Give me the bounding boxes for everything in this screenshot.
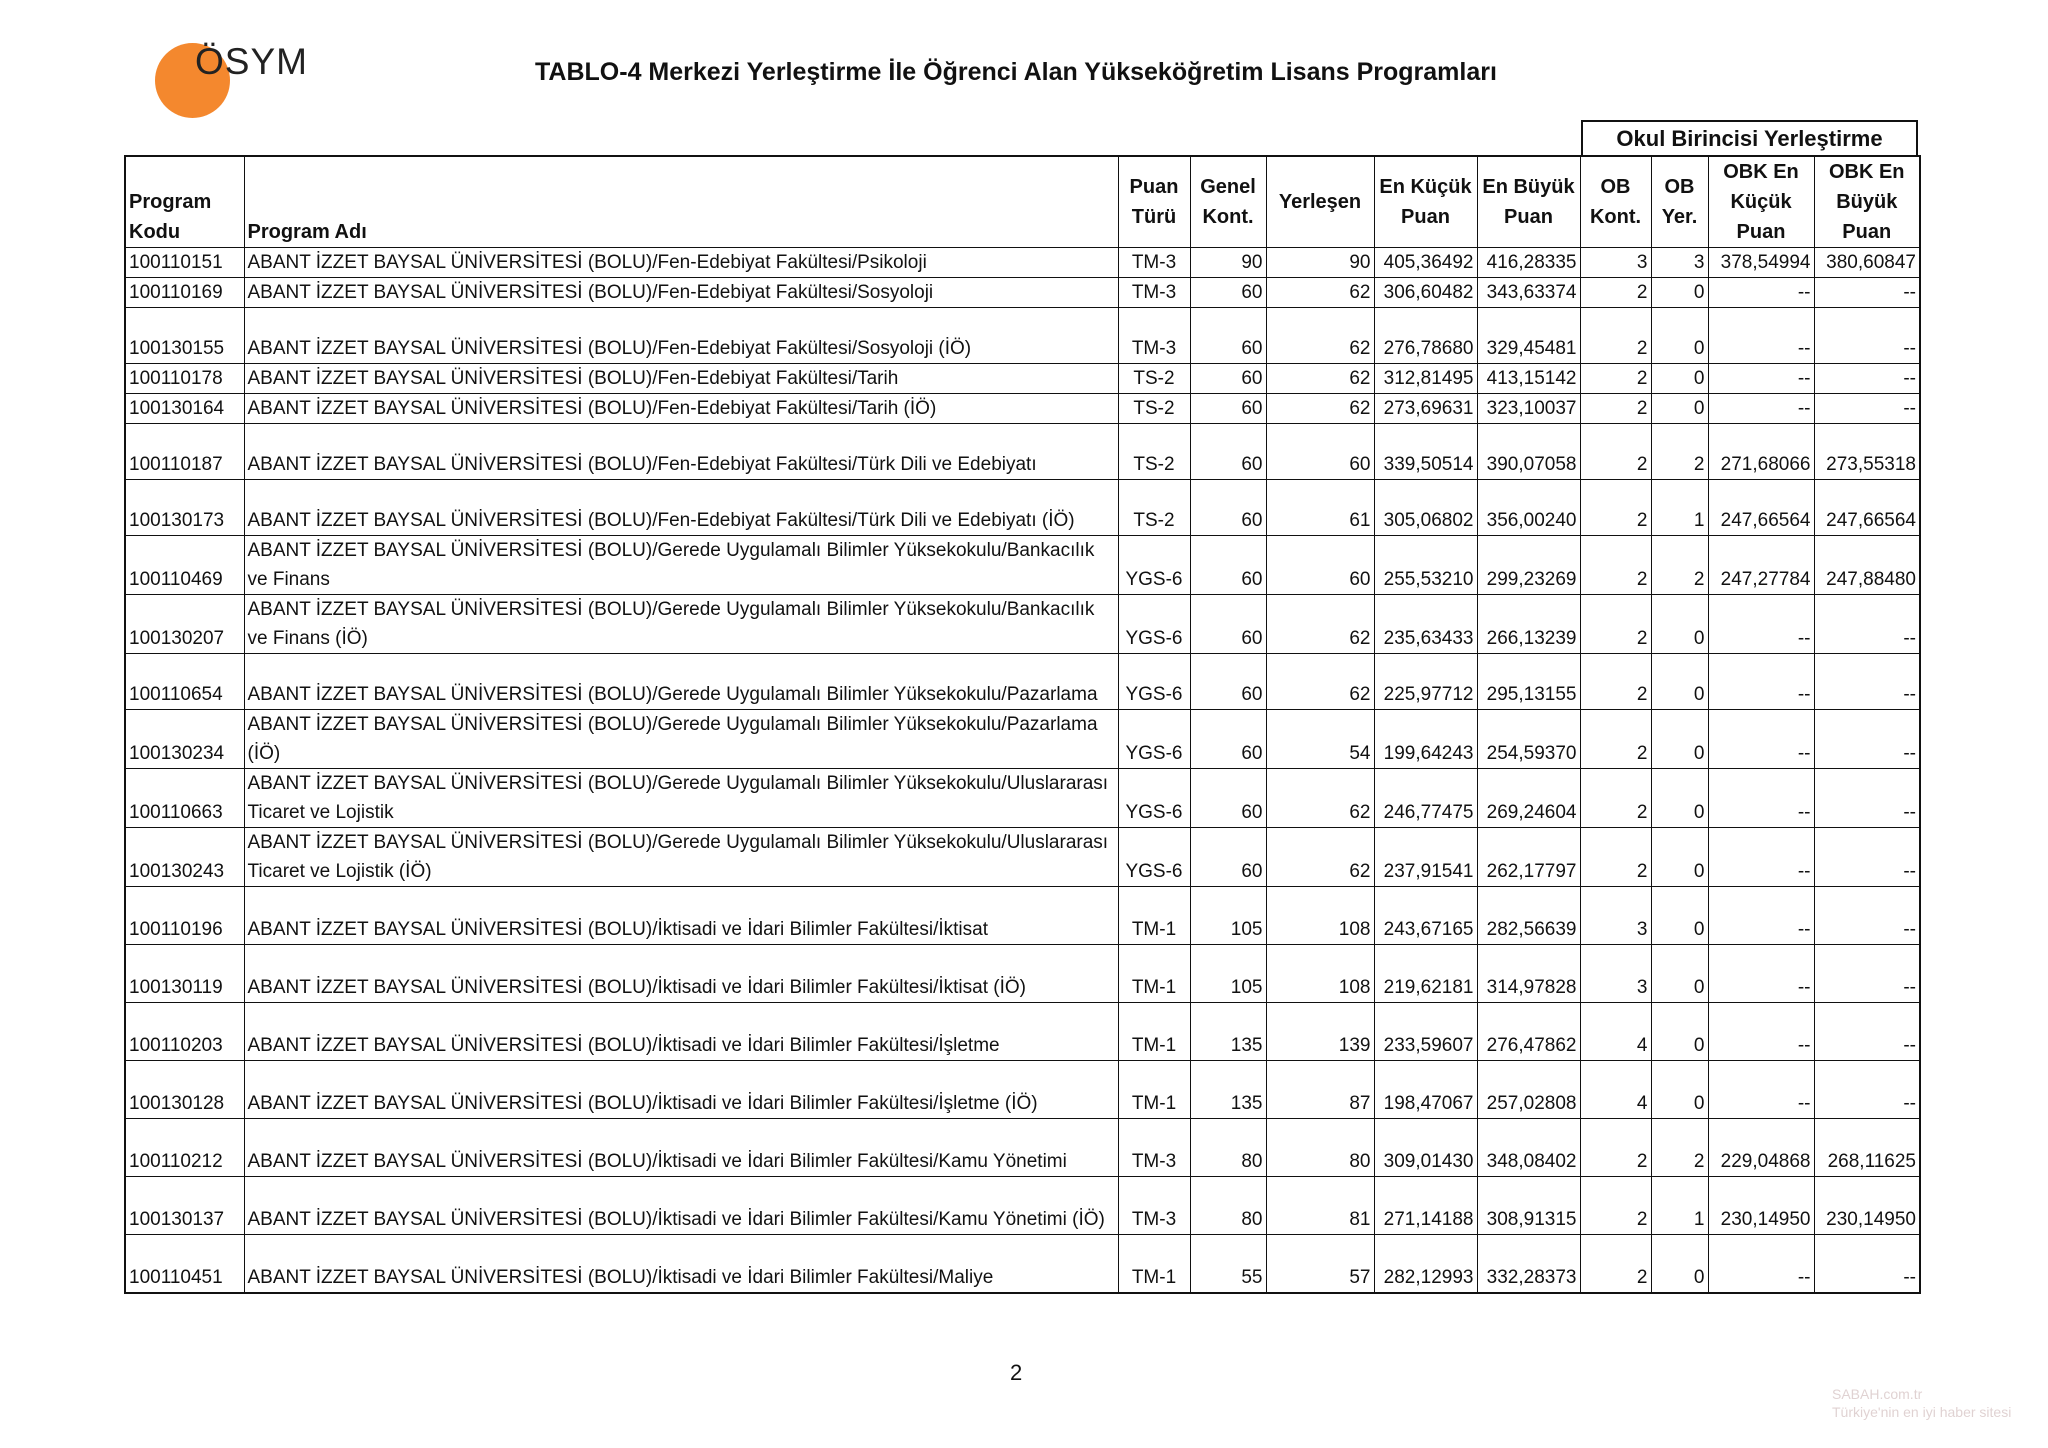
cell-ob-kont: 2 <box>1580 480 1651 536</box>
cell-ob-yer: 0 <box>1651 887 1708 945</box>
cell-yerlesen: 62 <box>1266 828 1374 887</box>
cell-yerlesen: 90 <box>1266 248 1374 278</box>
cell-obk-buyuk-puan: 273,55318 <box>1814 424 1920 480</box>
cell-program-code: 100110178 <box>125 364 244 394</box>
watermark-logo <box>1832 1375 2011 1406</box>
cell-puan-turu: YGS-6 <box>1118 595 1190 654</box>
cell-puan-turu: TM-3 <box>1118 248 1190 278</box>
cell-ob-yer: 0 <box>1651 710 1708 769</box>
cell-ob-kont: 2 <box>1580 1177 1651 1235</box>
cell-program-name: ABANT İZZET BAYSAL ÜNİVERSİTESİ (BOLU)/İktisadi ve İdari Bilimler Fakültesi/İşletme <box>244 1003 1118 1061</box>
table-row <box>125 1003 1920 1061</box>
cell-program-code: 100130128 <box>125 1061 244 1119</box>
cell-obk-buyuk-puan: -- <box>1814 769 1920 828</box>
cell-obk-kucuk-puan: 247,27784 <box>1708 536 1814 595</box>
table-row <box>125 480 1920 536</box>
cell-en-buyuk-puan: 413,15142 <box>1477 364 1580 394</box>
cell-en-kucuk-puan: 255,53210 <box>1374 536 1477 595</box>
cell-program-name: ABANT İZZET BAYSAL ÜNİVERSİTESİ (BOLU)/İktisadi ve İdari Bilimler Fakültesi/Kamu Yönetimi (İÖ) <box>244 1177 1118 1235</box>
cell-genel-kont: 105 <box>1190 945 1266 1003</box>
cell-program-name: ABANT İZZET BAYSAL ÜNİVERSİTESİ (BOLU)/Gerede Uygulamalı Bilimler Yüksekokulu/Bankacılık ve Finans (İÖ) <box>244 595 1118 654</box>
cell-en-buyuk-puan: 269,24604 <box>1477 769 1580 828</box>
cell-en-kucuk-puan: 305,06802 <box>1374 480 1477 536</box>
cell-program-code: 100110169 <box>125 278 244 308</box>
cell-puan-turu: YGS-6 <box>1118 710 1190 769</box>
cell-program-code: 100110196 <box>125 887 244 945</box>
cell-obk-kucuk-puan: -- <box>1708 308 1814 364</box>
cell-puan-turu: TS-2 <box>1118 480 1190 536</box>
sabah-watermark <box>1832 1375 2011 1420</box>
cell-en-buyuk-puan: 348,08402 <box>1477 1119 1580 1177</box>
cell-program-code: 100110187 <box>125 424 244 480</box>
cell-genel-kont: 60 <box>1190 828 1266 887</box>
table-row <box>125 595 1920 654</box>
cell-ob-yer: 1 <box>1651 480 1708 536</box>
cell-obk-buyuk-puan: 230,14950 <box>1814 1177 1920 1235</box>
col-header-genel-kont: Genel Kont. <box>1190 156 1266 248</box>
cell-obk-kucuk-puan: 230,14950 <box>1708 1177 1814 1235</box>
cell-program-name: ABANT İZZET BAYSAL ÜNİVERSİTESİ (BOLU)/Gerede Uygulamalı Bilimler Yüksekokulu/Bankacılık ve Finans <box>244 536 1118 595</box>
cell-en-buyuk-puan: 332,28373 <box>1477 1235 1580 1293</box>
cell-puan-turu: TM-3 <box>1118 1177 1190 1235</box>
cell-program-code: 100110663 <box>125 769 244 828</box>
cell-en-kucuk-puan: 243,67165 <box>1374 887 1477 945</box>
cell-genel-kont: 105 <box>1190 887 1266 945</box>
cell-ob-yer: 2 <box>1651 536 1708 595</box>
cell-obk-buyuk-puan: -- <box>1814 394 1920 424</box>
cell-en-kucuk-puan: 199,64243 <box>1374 710 1477 769</box>
cell-puan-turu: TS-2 <box>1118 364 1190 394</box>
cell-ob-kont: 4 <box>1580 1061 1651 1119</box>
cell-obk-buyuk-puan: 247,66564 <box>1814 480 1920 536</box>
cell-obk-buyuk-puan: -- <box>1814 945 1920 1003</box>
cell-ob-kont: 4 <box>1580 1003 1651 1061</box>
cell-en-kucuk-puan: 282,12993 <box>1374 1235 1477 1293</box>
cell-program-code: 100130234 <box>125 710 244 769</box>
cell-en-kucuk-puan: 219,62181 <box>1374 945 1477 1003</box>
cell-program-name: ABANT İZZET BAYSAL ÜNİVERSİTESİ (BOLU)/İktisadi ve İdari Bilimler Fakültesi/İşletme (İÖ) <box>244 1061 1118 1119</box>
page-title: TABLO-4 Merkezi Yerleştirme İle Öğrenci Alan Yükseköğretim Lisans Programları <box>535 58 1497 86</box>
cell-ob-kont: 2 <box>1580 654 1651 710</box>
cell-ob-yer: 1 <box>1651 1177 1708 1235</box>
cell-program-name: ABANT İZZET BAYSAL ÜNİVERSİTESİ (BOLU)/Fen-Edebiyat Fakültesi/Sosyoloji (İÖ) <box>244 308 1118 364</box>
cell-ob-kont: 2 <box>1580 1119 1651 1177</box>
cell-program-name: ABANT İZZET BAYSAL ÜNİVERSİTESİ (BOLU)/Gerede Uygulamalı Bilimler Yüksekokulu/Pazarlama <box>244 654 1118 710</box>
cell-genel-kont: 90 <box>1190 248 1266 278</box>
cell-yerlesen: 62 <box>1266 308 1374 364</box>
cell-yerlesen: 57 <box>1266 1235 1374 1293</box>
cell-en-kucuk-puan: 405,36492 <box>1374 248 1477 278</box>
table-row <box>125 308 1920 364</box>
cell-program-name: ABANT İZZET BAYSAL ÜNİVERSİTESİ (BOLU)/Gerede Uygulamalı Bilimler Yüksekokulu/Uluslararası Ticaret ve Lojistik (İÖ) <box>244 828 1118 887</box>
table-row <box>125 887 1920 945</box>
cell-obk-buyuk-puan: 268,11625 <box>1814 1119 1920 1177</box>
cell-en-kucuk-puan: 309,01430 <box>1374 1119 1477 1177</box>
cell-en-buyuk-puan: 416,28335 <box>1477 248 1580 278</box>
cell-obk-kucuk-puan: 378,54994 <box>1708 248 1814 278</box>
cell-en-buyuk-puan: 257,02808 <box>1477 1061 1580 1119</box>
cell-program-name: ABANT İZZET BAYSAL ÜNİVERSİTESİ (BOLU)/Fen-Edebiyat Fakültesi/Sosyoloji <box>244 278 1118 308</box>
cell-genel-kont: 60 <box>1190 654 1266 710</box>
cell-genel-kont: 60 <box>1190 480 1266 536</box>
cell-program-name: ABANT İZZET BAYSAL ÜNİVERSİTESİ (BOLU)/İktisadi ve İdari Bilimler Fakültesi/İktisat <box>244 887 1118 945</box>
cell-obk-buyuk-puan: -- <box>1814 1061 1920 1119</box>
cell-obk-buyuk-puan: -- <box>1814 710 1920 769</box>
cell-ob-yer: 0 <box>1651 1061 1708 1119</box>
cell-yerlesen: 108 <box>1266 945 1374 1003</box>
cell-genel-kont: 60 <box>1190 769 1266 828</box>
cell-yerlesen: 62 <box>1266 769 1374 828</box>
cell-en-buyuk-puan: 308,91315 <box>1477 1177 1580 1235</box>
cell-ob-yer: 0 <box>1651 595 1708 654</box>
cell-ob-yer: 0 <box>1651 308 1708 364</box>
cell-en-kucuk-puan: 276,78680 <box>1374 308 1477 364</box>
cell-genel-kont: 55 <box>1190 1235 1266 1293</box>
cell-puan-turu: TM-1 <box>1118 1003 1190 1061</box>
cell-ob-kont: 2 <box>1580 769 1651 828</box>
cell-obk-buyuk-puan: 380,60847 <box>1814 248 1920 278</box>
cell-program-name: ABANT İZZET BAYSAL ÜNİVERSİTESİ (BOLU)/İktisadi ve İdari Bilimler Fakültesi/Maliye <box>244 1235 1118 1293</box>
cell-genel-kont: 80 <box>1190 1119 1266 1177</box>
programs-table <box>124 155 1921 1294</box>
cell-genel-kont: 135 <box>1190 1061 1266 1119</box>
cell-program-name: ABANT İZZET BAYSAL ÜNİVERSİTESİ (BOLU)/Fen-Edebiyat Fakültesi/Tarih <box>244 364 1118 394</box>
cell-en-buyuk-puan: 343,63374 <box>1477 278 1580 308</box>
table-body <box>125 248 1920 1293</box>
cell-puan-turu: YGS-6 <box>1118 654 1190 710</box>
cell-en-kucuk-puan: 246,77475 <box>1374 769 1477 828</box>
cell-program-name: ABANT İZZET BAYSAL ÜNİVERSİTESİ (BOLU)/Fen-Edebiyat Fakültesi/Psikoloji <box>244 248 1118 278</box>
cell-en-buyuk-puan: 262,17797 <box>1477 828 1580 887</box>
cell-en-buyuk-puan: 356,00240 <box>1477 480 1580 536</box>
cell-en-buyuk-puan: 295,13155 <box>1477 654 1580 710</box>
cell-program-code: 100130164 <box>125 394 244 424</box>
cell-program-code: 100130243 <box>125 828 244 887</box>
cell-program-code: 100110654 <box>125 654 244 710</box>
cell-genel-kont: 80 <box>1190 1177 1266 1235</box>
cell-obk-kucuk-puan: -- <box>1708 595 1814 654</box>
cell-ob-kont: 2 <box>1580 364 1651 394</box>
cell-obk-kucuk-puan: -- <box>1708 710 1814 769</box>
cell-puan-turu: YGS-6 <box>1118 536 1190 595</box>
cell-puan-turu: TS-2 <box>1118 424 1190 480</box>
cell-obk-kucuk-puan: -- <box>1708 769 1814 828</box>
cell-program-name: ABANT İZZET BAYSAL ÜNİVERSİTESİ (BOLU)/Fen-Edebiyat Fakültesi/Türk Dili ve Edebiyatı (İÖ) <box>244 480 1118 536</box>
cell-en-buyuk-puan: 390,07058 <box>1477 424 1580 480</box>
cell-ob-yer: 2 <box>1651 1119 1708 1177</box>
cell-genel-kont: 60 <box>1190 394 1266 424</box>
cell-genel-kont: 60 <box>1190 710 1266 769</box>
cell-ob-yer: 0 <box>1651 364 1708 394</box>
cell-obk-kucuk-puan: 229,04868 <box>1708 1119 1814 1177</box>
cell-en-buyuk-puan: 266,13239 <box>1477 595 1580 654</box>
cell-ob-kont: 2 <box>1580 595 1651 654</box>
cell-obk-buyuk-puan: -- <box>1814 887 1920 945</box>
table-row <box>125 654 1920 710</box>
watermark-brand: SABAH <box>1832 1386 1880 1402</box>
cell-en-buyuk-puan: 282,56639 <box>1477 887 1580 945</box>
cell-program-name: ABANT İZZET BAYSAL ÜNİVERSİTESİ (BOLU)/Gerede Uygulamalı Bilimler Yüksekokulu/Uluslararası Ticaret ve Lojistik <box>244 769 1118 828</box>
cell-obk-buyuk-puan: 247,88480 <box>1814 536 1920 595</box>
cell-obk-kucuk-puan: -- <box>1708 1061 1814 1119</box>
cell-yerlesen: 62 <box>1266 595 1374 654</box>
cell-puan-turu: TM-1 <box>1118 945 1190 1003</box>
table-row <box>125 248 1920 278</box>
cell-program-name: ABANT İZZET BAYSAL ÜNİVERSİTESİ (BOLU)/İktisadi ve İdari Bilimler Fakültesi/İktisat (İÖ) <box>244 945 1118 1003</box>
cell-en-buyuk-puan: 254,59370 <box>1477 710 1580 769</box>
cell-puan-turu: TM-3 <box>1118 308 1190 364</box>
cell-program-code: 100130155 <box>125 308 244 364</box>
cell-obk-kucuk-puan: -- <box>1708 1003 1814 1061</box>
cell-obk-kucuk-puan: -- <box>1708 1235 1814 1293</box>
group-header-okul-birincisi: Okul Birincisi Yerleştirme <box>1581 120 1918 155</box>
cell-obk-buyuk-puan: -- <box>1814 1235 1920 1293</box>
cell-obk-buyuk-puan: -- <box>1814 364 1920 394</box>
cell-yerlesen: 62 <box>1266 654 1374 710</box>
cell-obk-kucuk-puan: -- <box>1708 828 1814 887</box>
cell-ob-yer: 0 <box>1651 769 1708 828</box>
cell-ob-kont: 2 <box>1580 1235 1651 1293</box>
cell-puan-turu: TM-3 <box>1118 278 1190 308</box>
col-header-name: Program Adı <box>244 156 1118 248</box>
cell-yerlesen: 81 <box>1266 1177 1374 1235</box>
cell-program-name: ABANT İZZET BAYSAL ÜNİVERSİTESİ (BOLU)/İktisadi ve İdari Bilimler Fakültesi/Kamu Yönetimi <box>244 1119 1118 1177</box>
cell-ob-kont: 2 <box>1580 424 1651 480</box>
table-row <box>125 769 1920 828</box>
table-row <box>125 394 1920 424</box>
table-row <box>125 1119 1920 1177</box>
col-header-puan-turu: Puan Türü <box>1118 156 1190 248</box>
cell-program-code: 100110469 <box>125 536 244 595</box>
watermark-domain: .com.tr <box>1879 1386 1923 1402</box>
cell-yerlesen: 80 <box>1266 1119 1374 1177</box>
col-header-yerlesen: Yerleşen <box>1266 156 1374 248</box>
cell-obk-buyuk-puan: -- <box>1814 595 1920 654</box>
cell-en-buyuk-puan: 314,97828 <box>1477 945 1580 1003</box>
cell-en-buyuk-puan: 276,47862 <box>1477 1003 1580 1061</box>
cell-obk-kucuk-puan: 271,68066 <box>1708 424 1814 480</box>
cell-program-code: 100130119 <box>125 945 244 1003</box>
table-row <box>125 278 1920 308</box>
header-row <box>125 156 1920 248</box>
table-row <box>125 710 1920 769</box>
cell-yerlesen: 62 <box>1266 394 1374 424</box>
cell-obk-buyuk-puan: -- <box>1814 308 1920 364</box>
table-row <box>125 424 1920 480</box>
col-header-en-buyuk: En Büyük Puan <box>1477 156 1580 248</box>
osym-logo <box>155 40 325 115</box>
cell-obk-kucuk-puan: -- <box>1708 654 1814 710</box>
cell-genel-kont: 60 <box>1190 364 1266 394</box>
cell-program-code: 100110203 <box>125 1003 244 1061</box>
page-number: 2 <box>1010 1360 1023 1385</box>
cell-en-kucuk-puan: 237,91541 <box>1374 828 1477 887</box>
table-row <box>125 828 1920 887</box>
table-row <box>125 1061 1920 1119</box>
cell-yerlesen: 139 <box>1266 1003 1374 1061</box>
cell-program-code: 100130207 <box>125 595 244 654</box>
cell-en-kucuk-puan: 273,69631 <box>1374 394 1477 424</box>
cell-puan-turu: TM-1 <box>1118 887 1190 945</box>
cell-ob-yer: 0 <box>1651 394 1708 424</box>
cell-obk-buyuk-puan: -- <box>1814 828 1920 887</box>
cell-yerlesen: 60 <box>1266 536 1374 595</box>
cell-obk-kucuk-puan: -- <box>1708 887 1814 945</box>
cell-en-kucuk-puan: 306,60482 <box>1374 278 1477 308</box>
cell-en-kucuk-puan: 312,81495 <box>1374 364 1477 394</box>
cell-genel-kont: 60 <box>1190 595 1266 654</box>
cell-en-buyuk-puan: 299,23269 <box>1477 536 1580 595</box>
col-header-ob-yer: OB Yer. <box>1651 156 1708 248</box>
cell-obk-buyuk-puan: -- <box>1814 1003 1920 1061</box>
cell-program-name: ABANT İZZET BAYSAL ÜNİVERSİTESİ (BOLU)/Fen-Edebiyat Fakültesi/Tarih (İÖ) <box>244 394 1118 424</box>
cell-genel-kont: 60 <box>1190 308 1266 364</box>
cell-ob-kont: 3 <box>1580 887 1651 945</box>
cell-ob-kont: 2 <box>1580 394 1651 424</box>
table-row <box>125 1235 1920 1293</box>
cell-ob-yer: 0 <box>1651 1235 1708 1293</box>
cell-en-kucuk-puan: 339,50514 <box>1374 424 1477 480</box>
cell-en-kucuk-puan: 235,63433 <box>1374 595 1477 654</box>
cell-yerlesen: 61 <box>1266 480 1374 536</box>
col-header-ob-kont: OB Kont. <box>1580 156 1651 248</box>
cell-yerlesen: 62 <box>1266 278 1374 308</box>
cell-program-code: 100110151 <box>125 248 244 278</box>
cell-en-kucuk-puan: 198,47067 <box>1374 1061 1477 1119</box>
table-row <box>125 536 1920 595</box>
cell-yerlesen: 62 <box>1266 364 1374 394</box>
cell-obk-kucuk-puan: 247,66564 <box>1708 480 1814 536</box>
cell-obk-kucuk-puan: -- <box>1708 394 1814 424</box>
cell-ob-kont: 2 <box>1580 278 1651 308</box>
cell-puan-turu: TM-1 <box>1118 1235 1190 1293</box>
cell-ob-kont: 3 <box>1580 248 1651 278</box>
col-header-obk-buyuk: OBK En Büyük Puan <box>1814 156 1920 248</box>
table-row <box>125 364 1920 394</box>
cell-ob-yer: 0 <box>1651 278 1708 308</box>
table-row <box>125 945 1920 1003</box>
cell-program-code: 100130137 <box>125 1177 244 1235</box>
table-row <box>125 1177 1920 1235</box>
cell-program-name: ABANT İZZET BAYSAL ÜNİVERSİTESİ (BOLU)/Fen-Edebiyat Fakültesi/Türk Dili ve Edebiyatı <box>244 424 1118 480</box>
cell-en-buyuk-puan: 323,10037 <box>1477 394 1580 424</box>
cell-puan-turu: TM-3 <box>1118 1119 1190 1177</box>
col-header-code: Program Kodu <box>125 156 244 248</box>
cell-yerlesen: 108 <box>1266 887 1374 945</box>
cell-ob-yer: 0 <box>1651 828 1708 887</box>
cell-en-kucuk-puan: 233,59607 <box>1374 1003 1477 1061</box>
col-header-obk-kucuk: OBK En Küçük Puan <box>1708 156 1814 248</box>
cell-program-code: 100130173 <box>125 480 244 536</box>
cell-ob-yer: 0 <box>1651 945 1708 1003</box>
cell-ob-yer: 0 <box>1651 654 1708 710</box>
cell-program-code: 100110451 <box>125 1235 244 1293</box>
cell-genel-kont: 60 <box>1190 536 1266 595</box>
watermark-slogan: Türkiye'nin en iyi haber sitesi <box>1832 1404 2012 1420</box>
osym-logo-text: ÖSYM <box>195 41 308 82</box>
cell-en-kucuk-puan: 271,14188 <box>1374 1177 1477 1235</box>
cell-ob-yer: 3 <box>1651 248 1708 278</box>
cell-yerlesen: 60 <box>1266 424 1374 480</box>
cell-genel-kont: 60 <box>1190 424 1266 480</box>
cell-puan-turu: YGS-6 <box>1118 769 1190 828</box>
cell-en-kucuk-puan: 225,97712 <box>1374 654 1477 710</box>
cell-obk-kucuk-puan: -- <box>1708 945 1814 1003</box>
cell-puan-turu: YGS-6 <box>1118 828 1190 887</box>
cell-genel-kont: 135 <box>1190 1003 1266 1061</box>
cell-obk-buyuk-puan: -- <box>1814 654 1920 710</box>
cell-program-code: 100110212 <box>125 1119 244 1177</box>
cell-program-name: ABANT İZZET BAYSAL ÜNİVERSİTESİ (BOLU)/Gerede Uygulamalı Bilimler Yüksekokulu/Pazarlama (İÖ) <box>244 710 1118 769</box>
cell-puan-turu: TM-1 <box>1118 1061 1190 1119</box>
cell-yerlesen: 87 <box>1266 1061 1374 1119</box>
cell-genel-kont: 60 <box>1190 278 1266 308</box>
cell-ob-kont: 2 <box>1580 710 1651 769</box>
cell-puan-turu: TS-2 <box>1118 394 1190 424</box>
cell-obk-buyuk-puan: -- <box>1814 278 1920 308</box>
cell-ob-kont: 2 <box>1580 536 1651 595</box>
cell-ob-yer: 2 <box>1651 424 1708 480</box>
col-header-en-kucuk: En Küçük Puan <box>1374 156 1477 248</box>
cell-obk-kucuk-puan: -- <box>1708 364 1814 394</box>
cell-ob-yer: 0 <box>1651 1003 1708 1061</box>
cell-ob-kont: 2 <box>1580 828 1651 887</box>
cell-obk-kucuk-puan: -- <box>1708 278 1814 308</box>
cell-ob-kont: 3 <box>1580 945 1651 1003</box>
cell-yerlesen: 54 <box>1266 710 1374 769</box>
cell-en-buyuk-puan: 329,45481 <box>1477 308 1580 364</box>
cell-ob-kont: 2 <box>1580 308 1651 364</box>
